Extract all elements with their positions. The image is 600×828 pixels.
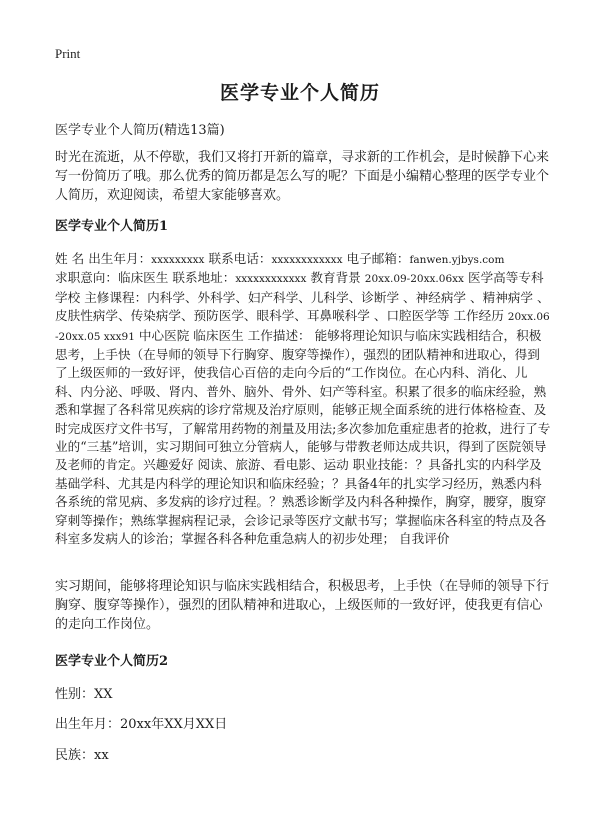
phone-label: 联系电话：	[204, 251, 272, 266]
name-value: xxxxxxxxx	[151, 254, 205, 266]
subtitle: 医学专业个人简历(精选13篇)	[55, 123, 225, 138]
birth-field: 出生年月：20xx年XX月XX日	[55, 717, 228, 732]
page-title: 医学专业个人简历	[219, 82, 380, 104]
ethnicity-field: 民族：xx	[55, 748, 109, 763]
education-label: 教育背景	[306, 270, 365, 286]
name-label: 姓 名 出生年月：	[55, 251, 152, 266]
intro-paragraph: 时光在流逝，从不停歇，我们又将打开新的篇章，寻求新的工作机会，是时候静下心来写一份简历了哦。那么优秀的简历都是怎么写的呢？下面是小编精心整理的医学专业个人简历，欢迎阅读，希望大家能够喜欢。	[55, 150, 550, 203]
section-1-heading: 医学专业个人简历1	[55, 219, 169, 234]
work-dates: 20xx.06-20xx.05 xxx91	[55, 311, 550, 343]
courses-text: 医学高等专科学校 主修课程：内科学、外科学、妇产科学、儿科学、诊断学 、神经病学 、精神病学 、皮肤性病学、传染病学、预防医学、眼科学、耳鼻喉科学 、口腔医学等 工作经历	[55, 270, 550, 324]
gender-field: 性别：XX	[55, 687, 113, 702]
section-1-body	[55, 250, 551, 549]
print-link[interactable]: Print	[55, 46, 81, 61]
education-dates: 20xx.09-20xx.06xx	[364, 273, 464, 286]
internship-paragraph: 实习期间，能够将理论知识与临床实践相结合，积极思考，上手快（在导师的领导下行胸穿、腹穿等操作），强烈的团队精神和进取心，上级医师的一致好评，使我更有信心的走向工作岗位。	[55, 579, 550, 632]
email-value: fanwen.yjbys.com	[409, 254, 505, 266]
email-label: 电子邮箱：	[342, 251, 410, 266]
address-value: xxxxxxxxxxxx	[235, 273, 307, 286]
work-description: 中心医院 临床医生 工作描述： 能够将理论知识与临床实践相结合，积极思考，上手快（在导师的领导下行胸穿、腹穿等操作），强烈的团队精神和进取心，得到了上级医师的一致好评，使我信心百倍的走向今后的“工作岗位。在心内科、消化、儿科、内分泌、呼吸、肾内、普外、脑外、骨外、妇产等科室。积累了很多的临床经验，熟悉和掌握了各科常见疾病的诊疗常规及治疗原则，能够正规全面系统的进行体格检查、及时完成医疗文件书写，了解常用药物的剂量及用法;多次参加危重症患者的抢救，进行了专业的“三基”培训，实习期间可独立分管病人，能够与带教老师达成共识，得到了医院领导及老师的肯定。兴趣爱好 阅读、旅游、看电影、运动 职业技能：？具备扎实的内科学及基础学科、尤其是内科学的理论知识和临床经验；？具备4年的扎实学习经历，熟悉内科各系统的常见病、多发病的诊疗过程。？熟悉诊断学及内科各种操作，胸穿，腰穿，腹穿穿刺等操作；熟练掌握病程记录，会诊记录等医疗文献书写；掌握临床各科室的特点及各科室多发病人的诊治；掌握各科各种危重急病人的初步处理； 自我评价	[55, 327, 551, 547]
section-2-heading: 医学专业个人简历2	[55, 654, 169, 669]
phone-value: xxxxxxxxxxxx	[271, 254, 343, 266]
objective-text: 求职意向：临床医生 联系地址：	[55, 270, 236, 286]
